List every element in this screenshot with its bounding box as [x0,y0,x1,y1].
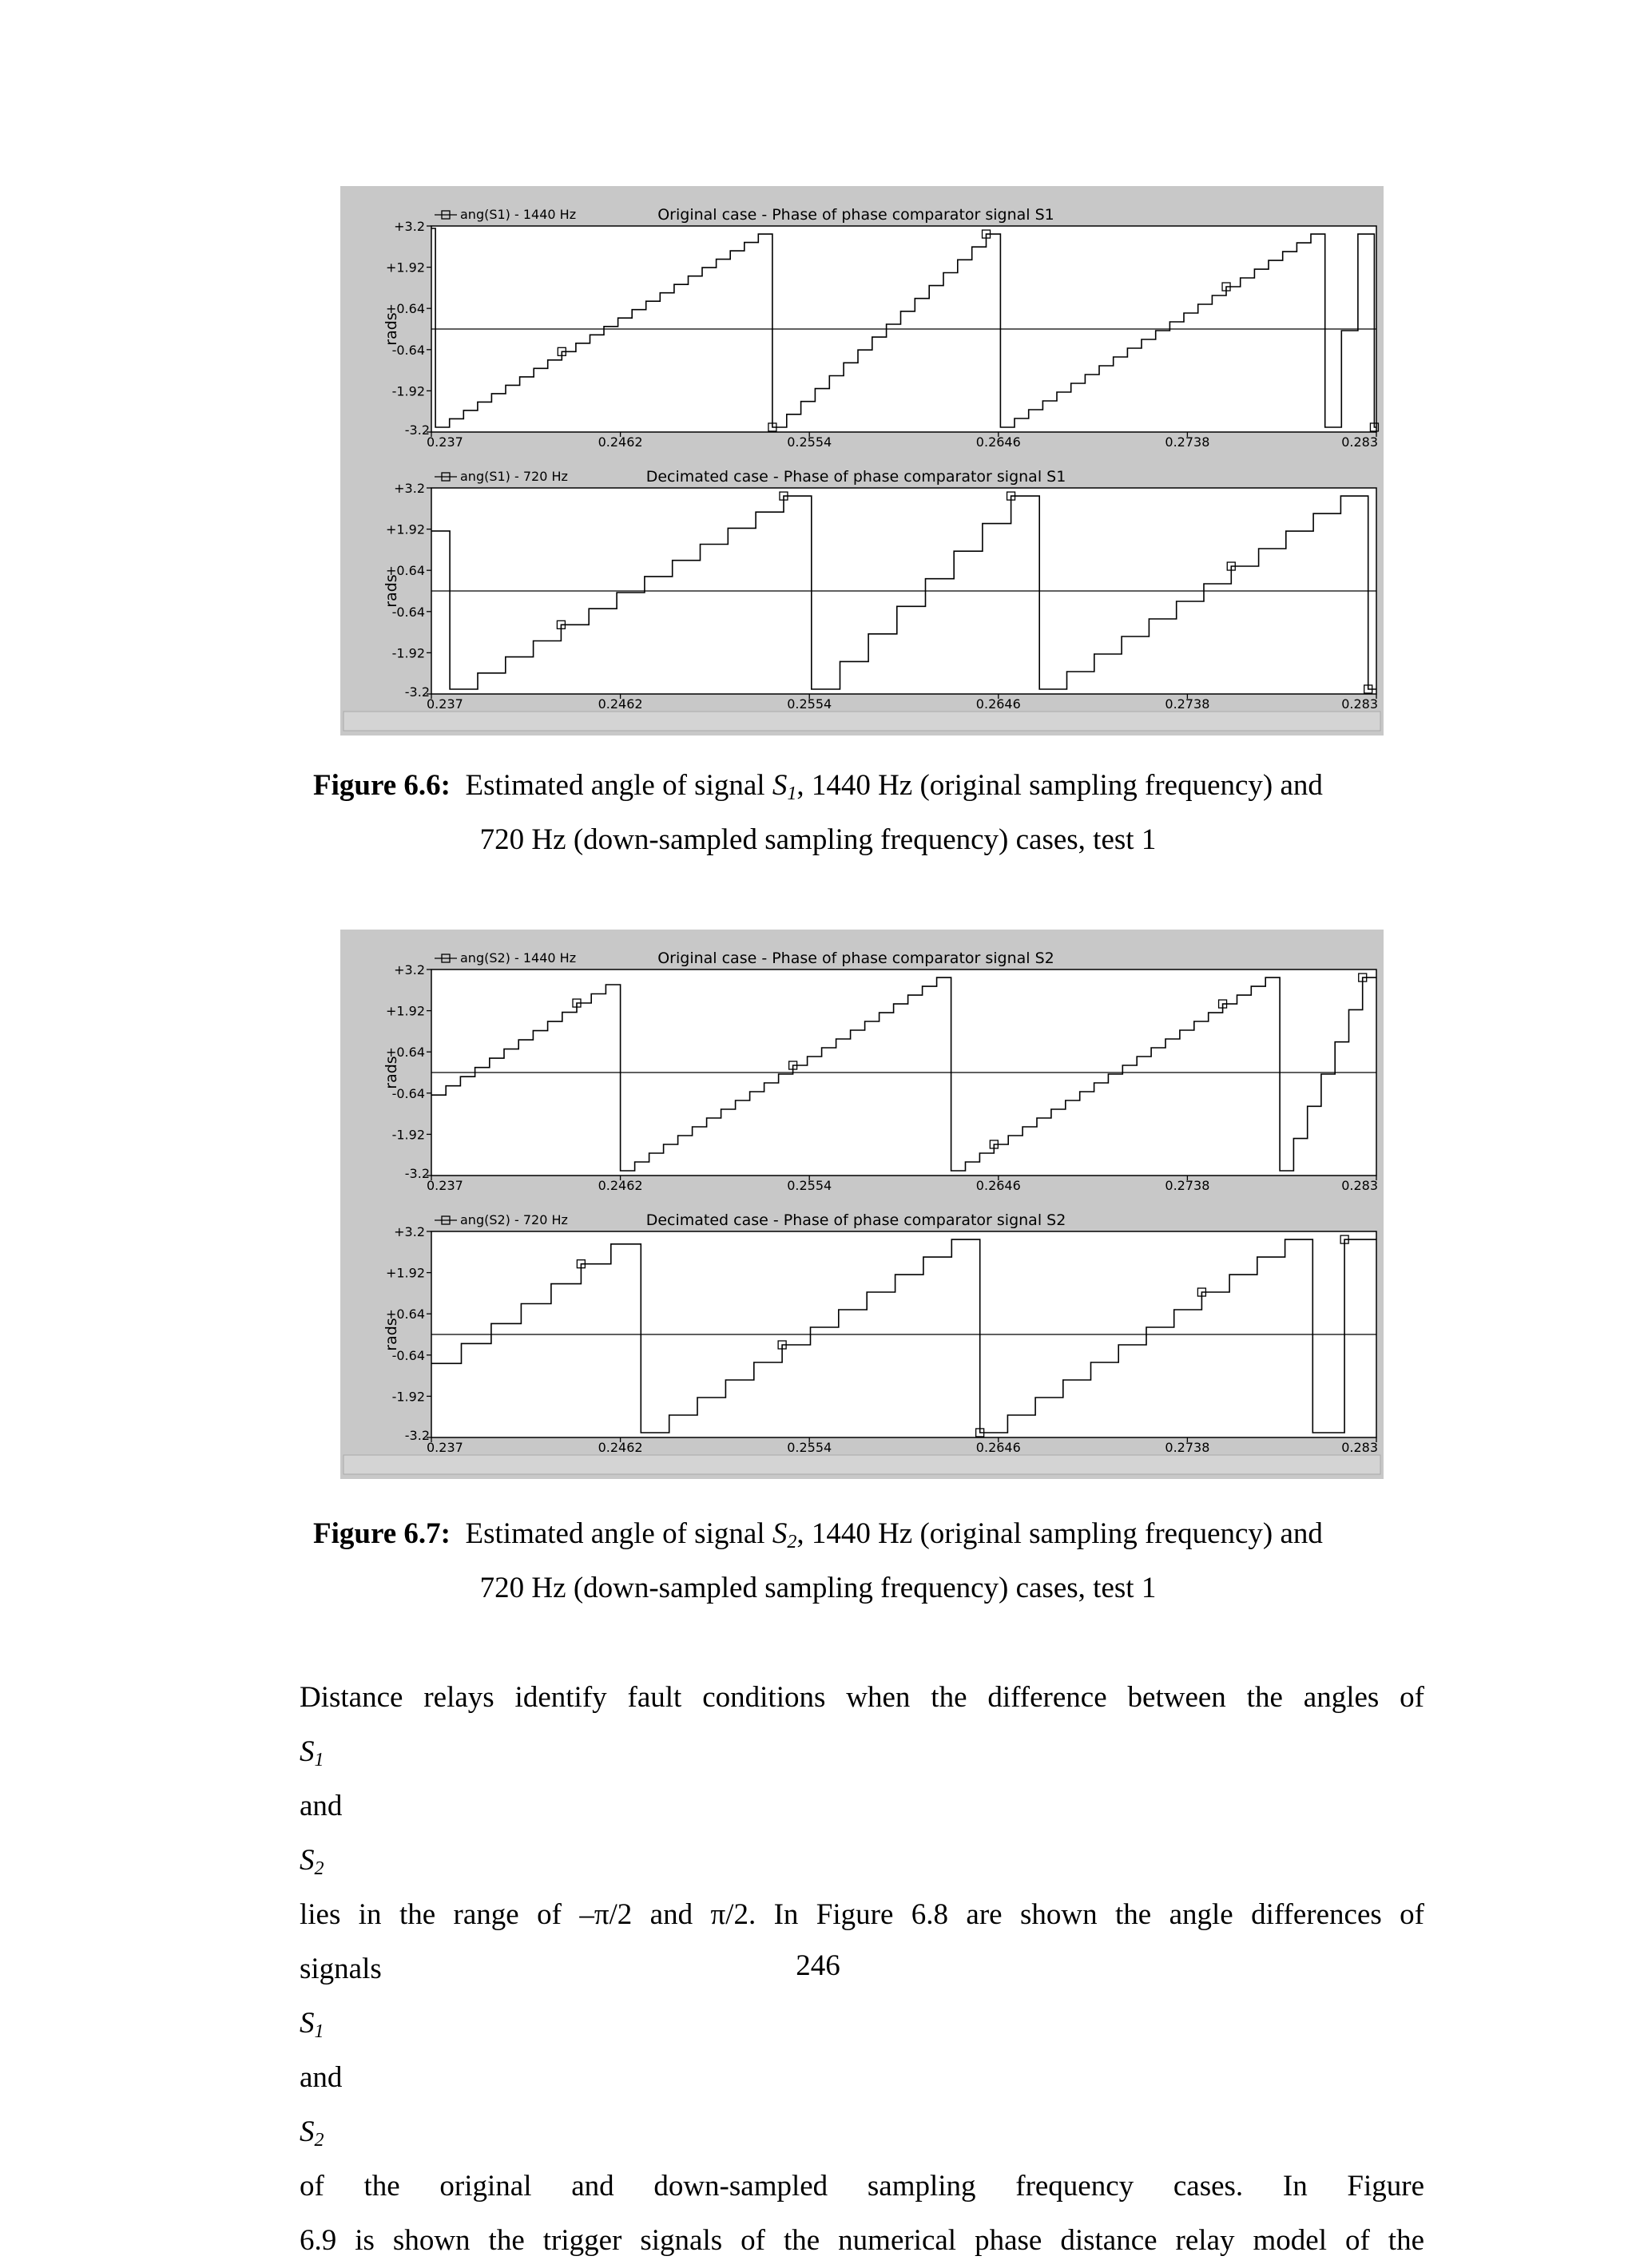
y-tick-label: -3.2 [404,1428,430,1443]
figure-6-7 [340,930,1384,1479]
paragraph-line [300,1779,1424,1942]
y-tick-label: -1.92 [391,1389,425,1405]
x-tick-label: 0.283 [1341,1440,1378,1455]
symbol: S [300,2115,315,2148]
x-tick-label: 0.2462 [598,434,643,450]
x-tick-label: 0.2554 [787,434,832,450]
y-tick-label: +0.64 [385,1045,425,1061]
y-axis-label: rads [383,1318,400,1351]
chart-title: Original case - Phase of phase comparator signal S2 [657,950,1054,967]
y-tick-label: -3.2 [404,684,430,700]
figure-6-6-caption [0,759,1636,867]
symbol: S [300,1735,315,1768]
x-tick-label: 0.2646 [975,1178,1021,1193]
x-tick-label: 0.237 [427,696,463,712]
y-tick-label: +3.2 [394,962,425,977]
chart-panel [383,468,1378,728]
x-tick-label: 0.237 [427,1440,463,1455]
paragraph-line [300,1942,1424,2214]
y-tick-label: -0.64 [391,604,425,620]
paragraph-line: 6.9 is shown the trigger signals of the numerical phase distance relay model of the [300,2224,1424,2257]
caption-label: Figure 6.7: [313,1517,451,1550]
subscript: 1 [314,2021,324,2042]
x-tick-label: 0.283 [1341,696,1378,712]
text: signals [300,1953,382,1985]
y-tick-label: -3.2 [404,422,430,438]
x-tick-label: 0.2646 [975,434,1021,450]
x-tick-label: 0.2738 [1165,1440,1210,1455]
y-tick-label: -1.92 [391,645,425,661]
status-strip [343,1455,1380,1474]
x-tick-label: 0.2646 [975,696,1021,712]
y-axis-label: rads [383,574,400,608]
y-tick-label: -1.92 [391,383,425,399]
caption-line2: 720 Hz (down-sampled sampling frequency) cases, test 1 [479,823,1157,856]
paragraph-line [300,1671,1424,1779]
caption-subscript: 1 [787,783,797,804]
y-tick-label: -0.64 [391,1085,425,1101]
chart-panel [383,950,1378,1193]
symbol: S [300,1844,315,1877]
figure-6-6-chart [340,186,1384,736]
y-tick-label: +1.92 [385,260,425,276]
x-tick-label: 0.283 [1341,1178,1378,1193]
chart-title: Decimated case - Phase of phase comparator signal S2 [645,1211,1066,1229]
caption-symbol: S [772,1517,788,1550]
x-tick-label: 0.283 [1341,434,1378,450]
x-tick-label: 0.2462 [598,1178,643,1193]
x-tick-label: 0.2462 [598,1440,643,1455]
text: lies in the range of –π/2 and π/2. In Figure 6.8 are shown the angle differences of [300,1898,1424,1931]
x-tick-label: 0.2554 [787,1178,832,1193]
caption-text: Estimated angle of signal [465,1517,772,1550]
x-tick-label: 0.2554 [787,696,832,712]
y-tick-label: +0.64 [385,1306,425,1322]
caption-symbol: S [772,769,788,802]
subscript: 2 [314,2130,324,2151]
x-tick-label: 0.2554 [787,1440,832,1455]
y-tick-label: -1.92 [391,1127,425,1143]
chart-title: Original case - Phase of phase comparator signal S1 [657,206,1054,224]
caption-text: Estimated angle of signal [465,769,772,802]
y-tick-label: +1.92 [385,521,425,537]
caption-text: , 1440 Hz (original sampling frequency) and [796,769,1323,802]
text: Distance relays identify fault conditions when the difference between the angles of [300,1681,1424,1714]
caption-line2: 720 Hz (down-sampled sampling frequency) cases, test 1 [479,1572,1157,1604]
y-tick-label: +3.2 [394,219,425,234]
y-tick-label: +3.2 [394,481,425,496]
chart-panel [383,1211,1378,1472]
chart-panel [383,206,1378,450]
caption-label: Figure 6.6: [313,769,451,802]
chart-title: Decimated case - Phase of phase comparator signal S1 [645,468,1066,486]
y-tick-label: +1.92 [385,1265,425,1281]
y-tick-label: -0.64 [391,342,425,358]
figure-6-6 [340,186,1384,736]
x-tick-label: 0.2462 [598,696,643,712]
text: and [300,2061,343,2094]
legend-label: ang(S1) - 1440 Hz [460,207,577,222]
caption-subscript: 2 [787,1532,797,1552]
y-tick-label: +0.64 [385,301,425,317]
x-tick-label: 0.2738 [1165,696,1210,712]
page-number: 246 [796,1949,840,1982]
y-tick-label: -3.2 [404,1166,430,1181]
x-tick-label: 0.2738 [1165,434,1210,450]
legend-label: ang(S2) - 1440 Hz [460,950,577,965]
caption-text: , 1440 Hz (original sampling frequency) and [796,1517,1323,1550]
subscript: 2 [314,1858,324,1879]
y-tick-label: +1.92 [385,1003,425,1019]
x-tick-label: 0.2738 [1165,1178,1210,1193]
figure-6-7-caption [0,1507,1636,1616]
symbol: S [300,2007,315,2040]
x-tick-label: 0.2646 [975,1440,1021,1455]
y-axis-label: rads [383,312,400,346]
figure-6-7-chart [340,930,1384,1479]
y-axis-label: rads [383,1056,400,1089]
x-tick-label: 0.237 [427,1178,463,1193]
y-tick-label: +3.2 [394,1224,425,1239]
x-tick-label: 0.237 [427,434,463,450]
subscript: 1 [314,1750,324,1770]
text: of the original and down-sampled sampling frequency cases. In Figure [300,2170,1424,2203]
status-strip [343,712,1380,731]
text: and [300,1790,343,1822]
y-tick-label: +0.64 [385,563,425,579]
y-tick-label: -0.64 [391,1347,425,1363]
legend-label: ang(S2) - 720 Hz [460,1212,568,1227]
legend-label: ang(S1) - 720 Hz [460,469,568,484]
